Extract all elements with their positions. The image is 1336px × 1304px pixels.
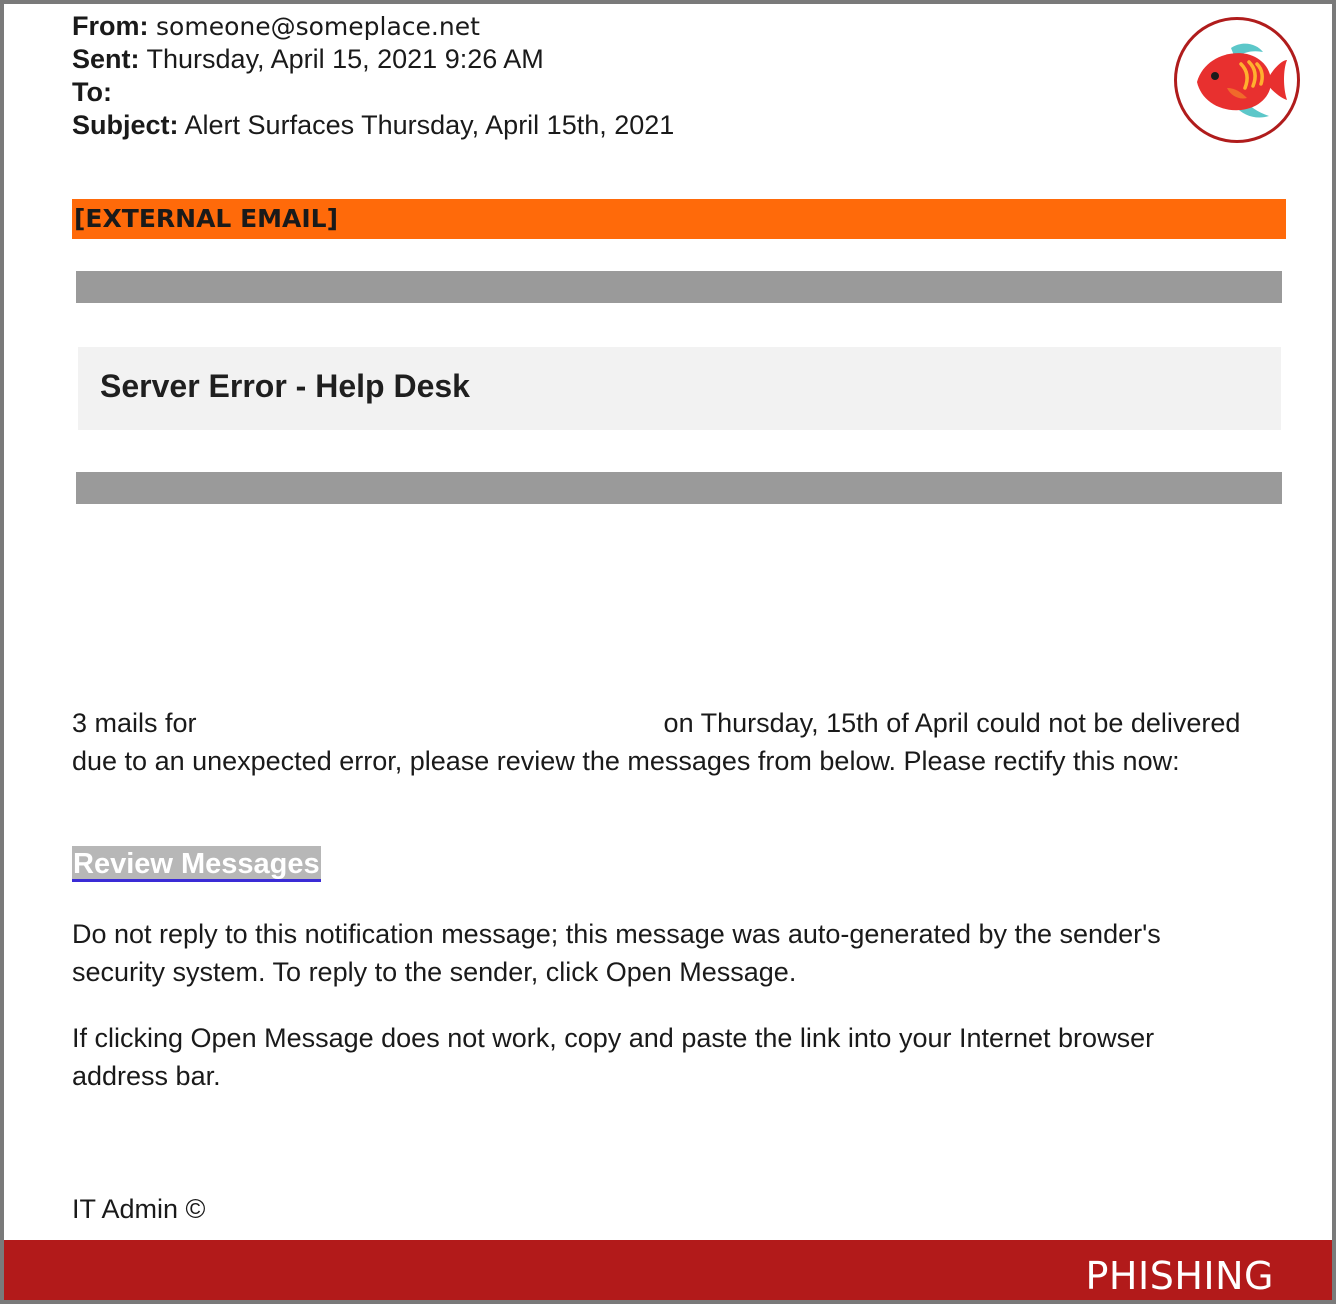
signature: IT Admin © [72, 1194, 206, 1224]
sent-label: Sent: [72, 44, 140, 74]
phishing-logo [1174, 17, 1300, 143]
phishing-label: PHISHING [1085, 1254, 1274, 1298]
to-label: To: [72, 77, 112, 107]
sent-value: Thursday, April 15, 2021 9:26 AM [146, 44, 544, 74]
header-from [72, 9, 480, 44]
divider-bar-bottom [76, 472, 1282, 504]
paragraph-1-start: 3 mails for [72, 708, 205, 738]
message-title: Server Error - Help Desk [100, 368, 470, 404]
review-messages-link[interactable]: Review Messages [73, 848, 320, 880]
fish-icon [1183, 26, 1291, 134]
divider-bar-top [76, 271, 1282, 303]
paragraph-1-end: on Thursday, 15th of April could not be delivered due to an unexpected error, please review the messages from below. Please rectify this now: [72, 708, 1241, 776]
message-paragraph-3: If clicking Open Message does not work, copy and paste the link into your Internet browser address bar. [72, 1023, 1155, 1091]
from-value: someone@someplace.net [156, 12, 480, 41]
header-subject [72, 108, 674, 142]
external-email-banner [72, 199, 1286, 239]
from-label: From: [72, 11, 149, 41]
subject-label: Subject: [72, 110, 179, 140]
message-title-box [78, 347, 1281, 430]
phishing-footer [4, 1240, 1336, 1304]
header-to [72, 75, 112, 109]
message-paragraph-1 [72, 704, 1242, 780]
message-paragraph-2: Do not reply to this notification message; this message was auto-generated by the sender's security system. To reply to the sender, click Open Message. [72, 919, 1161, 987]
external-email-label: [EXTERNAL EMAIL] [74, 204, 339, 233]
subject-value: Alert Surfaces Thursday, April 15th, 2021 [184, 110, 675, 140]
header-sent [72, 42, 544, 76]
